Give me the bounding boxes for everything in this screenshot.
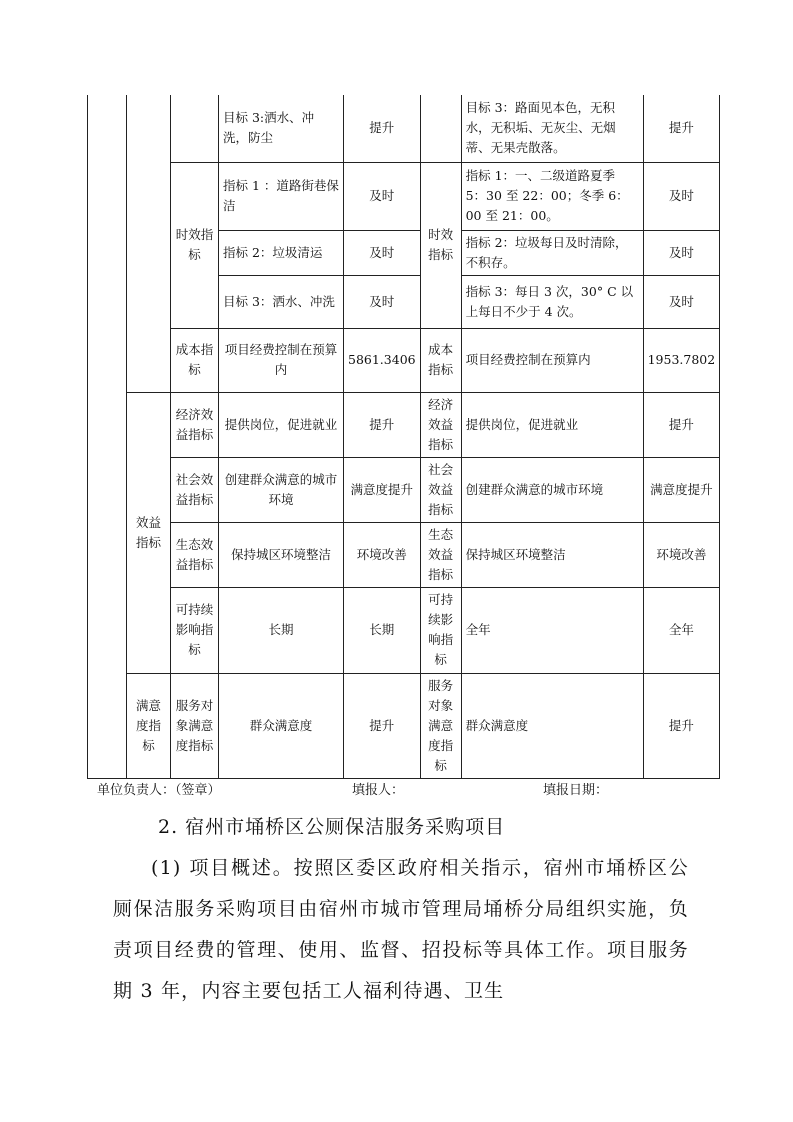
- indicator-cell: 目标 3:洒水、冲洗，防尘: [219, 95, 344, 162]
- target-value-cell: 提升: [344, 392, 421, 457]
- table-row: [88, 457, 720, 522]
- indicator-cell: 保持城区环境整洁: [461, 522, 643, 587]
- indicator-group-cell: 成本指标: [420, 328, 461, 392]
- performance-indicator-table: [87, 95, 720, 779]
- target-value-cell: 及时: [344, 275, 421, 328]
- indicator-group-cell: 时效指标: [171, 162, 219, 328]
- indicator-cell: 创建群众满意的城市环境: [461, 457, 643, 522]
- indicator-cell: 长期: [219, 587, 344, 673]
- target-value-cell: 环境改善: [643, 522, 720, 587]
- indicator-group-cell: 服务对象满意度指标: [420, 673, 461, 778]
- table-row: [88, 673, 720, 778]
- date-label: 填报日期：: [543, 783, 609, 798]
- indicator-group-cell: [171, 95, 219, 162]
- indicator-cell: 项目经费控制在预算内: [219, 328, 344, 392]
- target-value-cell: 提升: [643, 392, 720, 457]
- table-row: [88, 162, 720, 230]
- target-value-cell: 及时: [643, 275, 720, 328]
- target-value-cell: 5861.3406: [344, 328, 421, 392]
- section-heading: 2. 宿州市埇桥区公厕保洁服务采购项目: [158, 816, 506, 838]
- indicator-group-cell: 经济效益指标: [420, 392, 461, 457]
- indicator-group-cell: 经济效益指标: [171, 392, 219, 457]
- target-value-cell: 满意度提升: [344, 457, 421, 522]
- indicator-group-cell: [420, 95, 461, 162]
- indicator-group-cell: 社会效益指标: [420, 457, 461, 522]
- indicator-cell: 保持城区环境整洁: [219, 522, 344, 587]
- project-overview-paragraph: (1) 项目概述。按照区委区政府相关指示，宿州市埇桥区公厕保洁服务采购项目由宿州市城市管理局埇桥分局组织实施，负责项目经费的管理、使用、监督、招投标等具体工作。项目服务期 3 年，内容主要包括工人福利待遇、卫生: [113, 857, 689, 1002]
- target-value-cell: 及时: [643, 230, 720, 275]
- indicator-cell: 提供岗位，促进就业: [461, 392, 643, 457]
- indicator-cell: 指标 1 ：道路街巷保洁: [219, 162, 344, 230]
- indicator-cell: 群众满意度: [461, 673, 643, 778]
- indicator-cell: 目标 3：洒水、冲洗: [219, 275, 344, 328]
- target-value-cell: 提升: [643, 673, 720, 778]
- target-value-cell: 及时: [344, 162, 421, 230]
- indicator-cell: 目标 3：路面见本色，无积水，无积垢、无灰尘、无烟蒂、无果壳散落。: [461, 95, 643, 162]
- level2-cell: [127, 95, 171, 392]
- indicator-cell: 创建群众满意的城市环境: [219, 457, 344, 522]
- indicator-cell: 指标 1：一、二级道路夏季 5：30 至 22：00；冬季 6：00 至 21：00。: [461, 162, 643, 230]
- target-value-cell: 满意度提升: [643, 457, 720, 522]
- indicator-group-cell: 成本指标: [171, 328, 219, 392]
- indicator-group-cell: 生态效益指标: [420, 522, 461, 587]
- indicator-cell: 指标 2：垃圾每日及时清除，不积存。: [461, 230, 643, 275]
- filler-label: 填报人：: [352, 783, 405, 798]
- indicator-cell: 指标 2：垃圾清运: [219, 230, 344, 275]
- target-value-cell: 1953.7802: [643, 328, 720, 392]
- indicator-cell: 项目经费控制在预算内: [461, 328, 643, 392]
- target-value-cell: 提升: [643, 95, 720, 162]
- category-cell: 效益指标: [127, 392, 171, 673]
- indicator-cell: 指标 3：每日 3 次，30° C 以上每日不少于 4 次。: [461, 275, 643, 328]
- target-value-cell: 提升: [344, 95, 421, 162]
- indicator-group-cell: 可持续影响指标: [171, 587, 219, 673]
- target-value-cell: 及时: [643, 162, 720, 230]
- category-cell: 满意度指标: [127, 673, 171, 778]
- indicator-group-cell: 服务对象满意度指标: [171, 673, 219, 778]
- target-value-cell: 及时: [344, 230, 421, 275]
- indicator-group-cell: 时效指标: [420, 162, 461, 328]
- table-row: [88, 392, 720, 457]
- indicator-cell: 全年: [461, 587, 643, 673]
- indicator-cell: 提供岗位，促进就业: [219, 392, 344, 457]
- responsible-signature-label: 单位负责人：（签章）: [97, 783, 221, 798]
- level1-cell: [88, 95, 127, 778]
- table-row: [88, 95, 720, 162]
- indicator-group-cell: 生态效益指标: [171, 522, 219, 587]
- indicator-cell: 群众满意度: [219, 673, 344, 778]
- target-value-cell: 环境改善: [344, 522, 421, 587]
- table-row: [88, 522, 720, 587]
- target-value-cell: 提升: [344, 673, 421, 778]
- target-value-cell: 长期: [344, 587, 421, 673]
- target-value-cell: 全年: [643, 587, 720, 673]
- table-row: [88, 587, 720, 673]
- table-row: [88, 328, 720, 392]
- indicator-group-cell: 可持续影响指标: [420, 587, 461, 673]
- indicator-group-cell: 社会效益指标: [171, 457, 219, 522]
